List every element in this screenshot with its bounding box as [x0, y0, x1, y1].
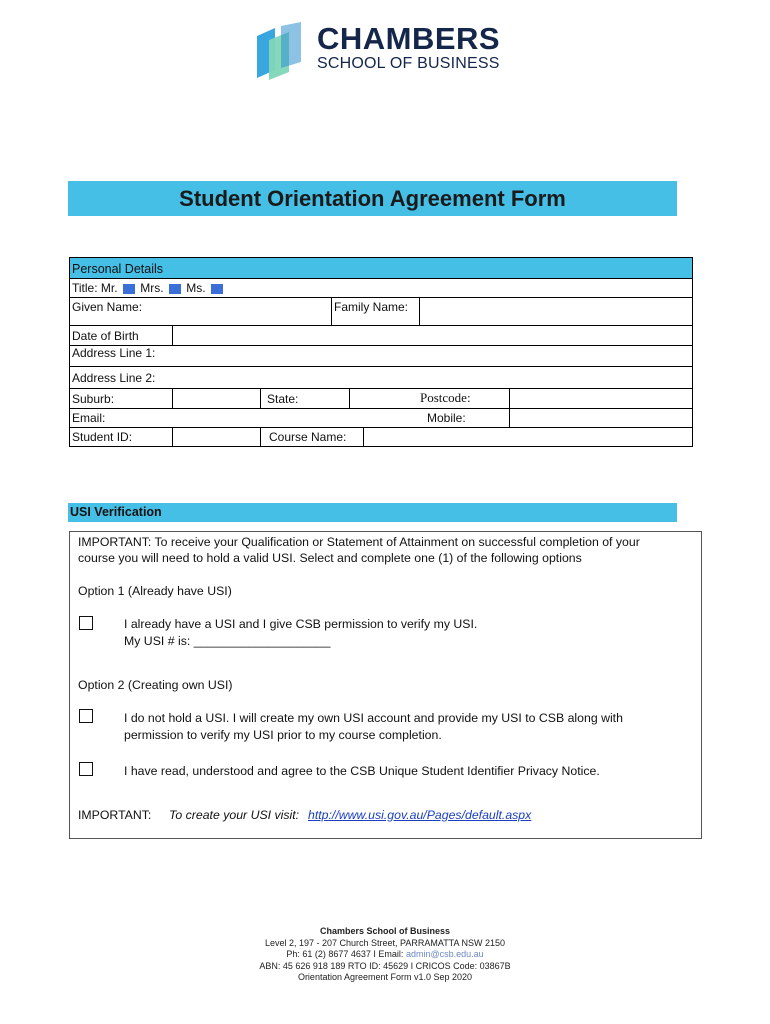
title-row	[69, 279, 693, 298]
option2-text-line2: permission to verify my USI prior to my course completion.	[124, 728, 442, 742]
footer-version: Orientation Agreement Form v1.0 Sep 2020	[297, 972, 473, 982]
personal-details-table	[69, 257, 693, 447]
email-row	[69, 409, 693, 428]
family-name-label-cell	[331, 298, 419, 325]
family-name-field[interactable]	[419, 298, 694, 325]
email-label: Email:	[72, 411, 106, 425]
footer-abn: ABN: 45 626 918 189 RTO ID: 45629 I CRICOS Code: 03867B	[259, 960, 511, 971]
footer-phone: Ph: 61 (2) 8677 4637 I Email:	[286, 949, 404, 959]
course-name-label: Course Name:	[269, 430, 347, 444]
mrs-checkbox[interactable]	[169, 284, 181, 294]
given-name-label: Given Name:	[72, 300, 143, 314]
suburb-label: Suburb:	[72, 392, 115, 406]
usi-header-band	[68, 503, 677, 522]
footer-email[interactable]: admin@csb.edu.au	[405, 949, 484, 959]
address1-label: Address Line 1:	[72, 346, 156, 360]
name-row	[69, 298, 693, 326]
title-mr-label: Title: Mr.	[72, 281, 118, 295]
dob-label: Date of Birth	[72, 329, 139, 343]
address2-row[interactable]	[69, 367, 693, 389]
logo-subtitle: SCHOOL OF BUSINESS	[317, 55, 500, 72]
suburb-field[interactable]	[172, 389, 260, 408]
create-usi-text: To create your USI visit:	[169, 808, 300, 822]
postcode-label: Postcode:	[420, 390, 471, 405]
student-id-row	[69, 428, 693, 447]
suburb-row	[69, 389, 693, 409]
mobile-label: Mobile:	[427, 411, 466, 425]
option1-label: Option 1 (Already have USI)	[78, 584, 232, 598]
option2-checkbox[interactable]	[79, 709, 93, 723]
dob-row	[69, 326, 693, 346]
student-id-field[interactable]	[172, 428, 260, 446]
state-label: State:	[267, 392, 299, 406]
address1-row[interactable]	[69, 346, 693, 367]
mr-checkbox[interactable]	[123, 284, 135, 294]
usi-header: USI Verification	[70, 505, 162, 519]
personal-details-title: Personal Details	[72, 262, 164, 276]
school-logo	[255, 22, 525, 80]
option1-usi-number[interactable]: My USI # is: ____________________	[124, 634, 331, 648]
family-name-label: Family Name:	[334, 300, 409, 314]
address2-label: Address Line 2:	[72, 371, 156, 385]
privacy-text: I have read, understood and agree to the CSB Unique Student Identifier Privacy Notice.	[124, 764, 600, 778]
option1-checkbox[interactable]	[79, 616, 93, 630]
ms-checkbox[interactable]	[211, 284, 223, 294]
footer-contact	[200, 949, 570, 961]
title-band	[68, 181, 677, 216]
footer-school-name: Chambers School of Business	[319, 926, 451, 936]
logo-mark-icon	[255, 22, 313, 80]
footer	[200, 926, 570, 984]
title-mrs-label: Mrs.	[140, 281, 164, 295]
dob-field[interactable]	[172, 326, 694, 345]
usi-important-line1: IMPORTANT: To receive your Qualification or Statement of Attainment on successful completion of your	[78, 535, 640, 549]
option2-label: Option 2 (Creating own USI)	[78, 678, 233, 692]
page-title: Student Orientation Agreement Form	[179, 185, 566, 211]
privacy-checkbox[interactable]	[79, 762, 93, 776]
title-label	[72, 281, 225, 295]
option2-text-line1: I do not hold a USI. I will create my own USI account and provide my USI to CSB along with	[124, 711, 623, 725]
option1-text: I already have a USI and I give CSB permission to verify my USI.	[124, 617, 478, 631]
postcode-field[interactable]	[509, 389, 694, 408]
course-name-label-cell	[260, 428, 363, 446]
state-field[interactable]	[349, 389, 419, 408]
usi-important-line2: course you will need to hold a valid USI. Select and complete one (1) of the following options	[78, 551, 582, 565]
important-label: IMPORTANT:	[78, 808, 152, 822]
usi-section	[69, 531, 702, 839]
personal-details-header	[69, 257, 693, 279]
course-name-field[interactable]	[363, 428, 694, 446]
usi-link[interactable]: http://www.usi.gov.au/Pages/default.aspx	[308, 808, 532, 822]
title-ms-label: Ms.	[186, 281, 206, 295]
state-label-cell	[260, 389, 349, 408]
student-id-label: Student ID:	[72, 430, 133, 444]
logo-title: CHAMBERS	[317, 21, 501, 56]
footer-address: Level 2, 197 - 207 Church Street, PARRAMATTA NSW 2150	[264, 937, 506, 948]
mobile-field[interactable]	[509, 409, 694, 427]
